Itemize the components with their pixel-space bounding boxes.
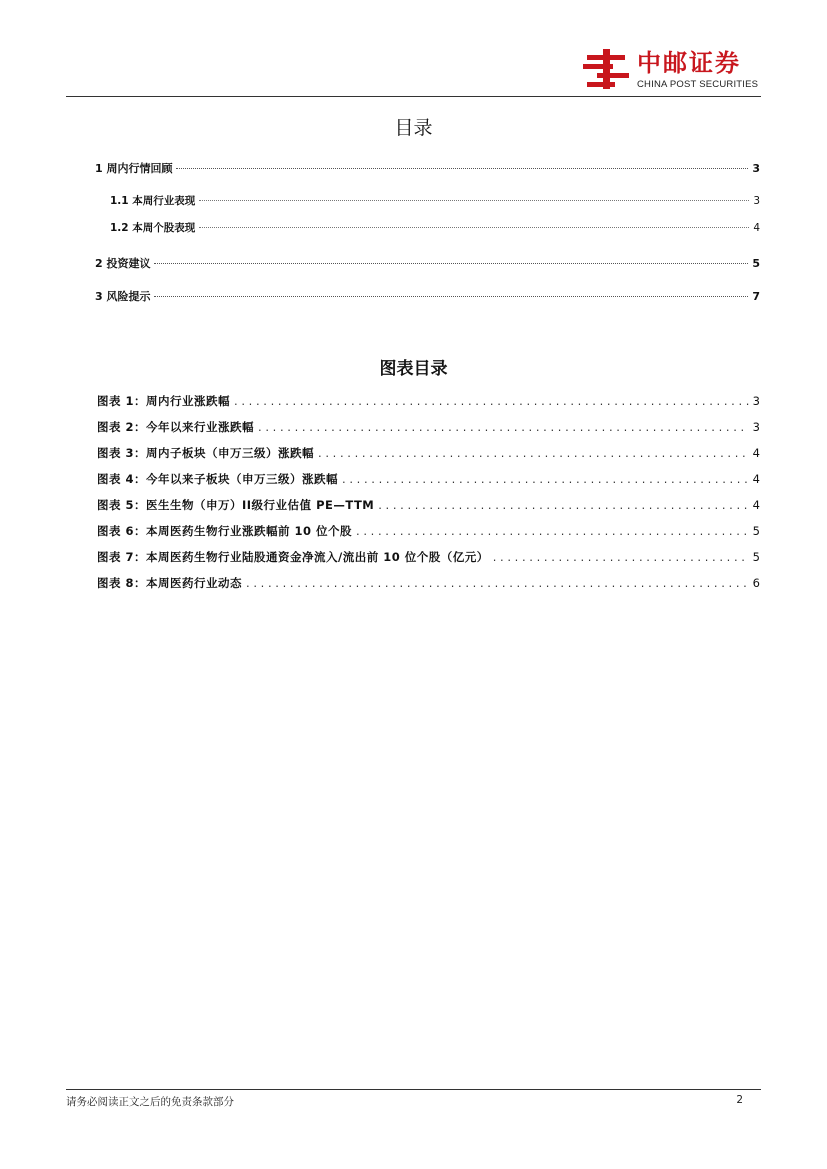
- toc-entry[interactable]: [110, 193, 760, 208]
- figure-entry-label: 图表 5：医生生物（申万）II级行业估值 PE—TTM: [97, 498, 375, 512]
- figure-entry-page: 4: [752, 472, 760, 486]
- toc-entry-page: 7: [752, 290, 760, 303]
- figure-entry-page: 4: [752, 446, 760, 460]
- figure-entry[interactable]: [97, 445, 760, 461]
- leader-dots: [378, 498, 748, 512]
- toc-entry[interactable]: [95, 288, 760, 304]
- toc-entry[interactable]: [110, 220, 760, 235]
- toc-entry[interactable]: [95, 255, 760, 271]
- toc-entry[interactable]: [95, 160, 760, 176]
- figures-title: 图表目录: [379, 359, 448, 379]
- figure-entry[interactable]: [97, 471, 760, 487]
- leader-dots: [199, 227, 749, 228]
- figure-entry[interactable]: [97, 497, 760, 513]
- header-divider: [66, 96, 761, 97]
- disclaimer-note: 请务必阅读正文之后的免责条款部分: [66, 1096, 234, 1108]
- figure-entry-label: 图表 4：今年以来子板块（申万三级）涨跌幅: [97, 472, 339, 486]
- figure-entry-label: 图表 7：本周医药生物行业陆股通资金净流入/流出前 10 位个股（亿元）: [97, 550, 489, 564]
- page-number: 2: [736, 1094, 743, 1106]
- toc-entry-page: 3: [752, 162, 760, 175]
- figure-entry-label: 图表 2：今年以来行业涨跌幅: [97, 420, 255, 434]
- footer-divider: [66, 1089, 761, 1090]
- toc-entry-label: 3 风险提示: [95, 290, 151, 303]
- leader-dots: [356, 524, 749, 538]
- toc-title: 目录: [394, 117, 433, 139]
- toc-entry-page: 5: [752, 257, 760, 270]
- toc-entry-page: 4: [753, 222, 760, 234]
- figure-entry-page: 5: [752, 550, 760, 564]
- company-logo: [583, 47, 763, 91]
- leader-dots: [246, 576, 749, 590]
- figure-entry-page: 6: [752, 576, 760, 590]
- figure-entry[interactable]: [97, 575, 760, 591]
- figure-entry[interactable]: [97, 419, 760, 435]
- figure-entry-label: 图表 8：本周医药行业动态: [97, 576, 243, 590]
- china-post-logo-icon: [583, 47, 629, 91]
- leader-dots: [176, 168, 748, 169]
- leader-dots: [318, 446, 749, 460]
- leader-dots: [342, 472, 749, 486]
- toc-entry-label: 1.1 本周行业表现: [110, 195, 196, 207]
- figure-entry-page: 4: [752, 498, 760, 512]
- leader-dots: [258, 420, 749, 434]
- toc-entry-label: 1 周内行情回顾: [95, 162, 173, 175]
- brand-name-en: CHINA POST SECURITIES: [637, 79, 759, 90]
- toc-entry-label: 1.2 本周个股表现: [110, 222, 196, 234]
- figure-entry-label: 图表 1：周内行业涨跌幅: [97, 394, 231, 408]
- figure-entry-page: 3: [752, 420, 760, 434]
- leader-dots: [154, 296, 748, 297]
- figure-entry[interactable]: [97, 549, 760, 565]
- figure-entry-label: 图表 6：本周医药生物行业涨跌幅前 10 位个股: [97, 524, 353, 538]
- toc-entry-page: 3: [753, 195, 760, 207]
- figure-entry[interactable]: [97, 393, 760, 409]
- leader-dots: [234, 394, 749, 408]
- figure-entry-label: 图表 3：周内子板块（申万三级）涨跌幅: [97, 446, 315, 460]
- leader-dots: [199, 200, 749, 201]
- figure-entry[interactable]: [97, 523, 760, 539]
- brand-name-cn: 中邮证券: [637, 49, 741, 77]
- figure-entry-page: 5: [752, 524, 760, 538]
- toc-entry-label: 2 投资建议: [95, 257, 151, 270]
- leader-dots: [154, 263, 748, 264]
- leader-dots: [493, 550, 749, 564]
- figure-entry-page: 3: [752, 394, 760, 408]
